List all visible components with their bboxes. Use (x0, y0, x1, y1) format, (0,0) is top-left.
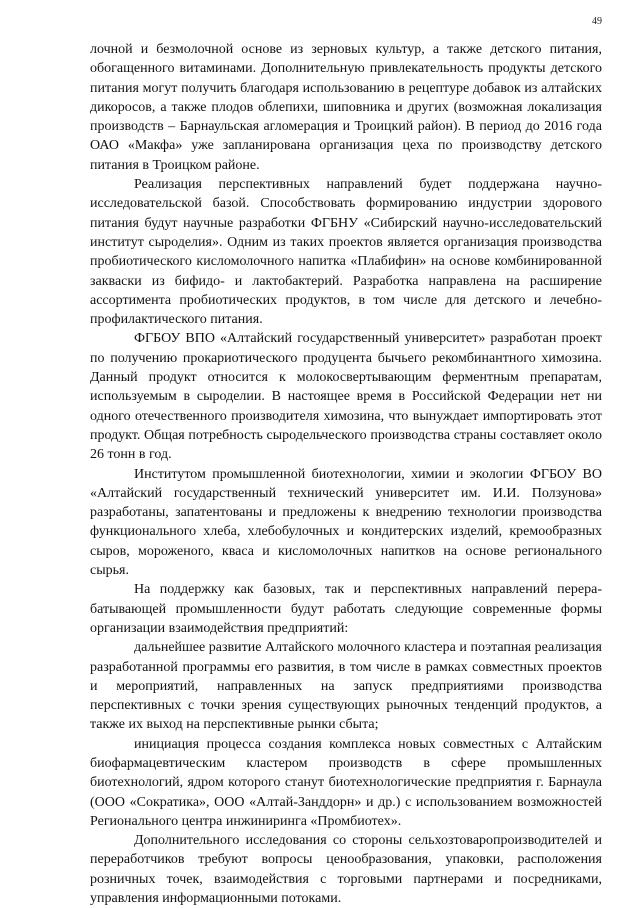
paragraph-agtu-institute: Институтом промышленной биотехнологии, химии и экологии ФГБОУ ВО «Алтайский государственный технический университет им. И.И. Ползунова» разработаны, запатентованы и предложены к внедрению технологии производства функционального хлеба, хлебобулочных и кондитерских изделий, кремообразных сыров, мороженого, кваса и кисломолочных напитков на основе регионального сырья. (90, 466, 602, 579)
paragraph-dairy-cluster: дальнейшее развитие Алтайского молочного кластера и поэтапная реализация разработанной программы его развития, в том числе в рамках совместных проектов и мероприятий, направленных на запуск предприятиями производства перспективных с точки зрения существующих рыночных тенденций продуктов, а также их выход на перспективные рынки сбыта; (90, 640, 602, 733)
paragraph-support-forms: На поддержку как базовых, так и перспективных направлений перерабатывающей промышленности будут работать следующие современные формы организации взаимодействия предприятий: (90, 582, 602, 636)
page-number: 49 (592, 16, 602, 27)
paragraph-agu-project: ФГБОУ ВПО «Алтайский государственный университет» разработан проект по получению прокариотического продуцента бычьего рекомбинантного химозина. Данный продукт относится к молокосвертывающим ферментным препаратам, используемым в сыроделии. В настоящее время в Российской Федерации нет ни одного отечественного производителя химозина, что вынуждает импортировать этот продукт. Общая потребность сыродельческого производства страны составляет около 26 тонн в год. (90, 331, 602, 463)
paragraph-research-base: Реализация перспективных направлений будет поддержана научно-исследовательской базой. Способствовать формированию индустрии здорового питания будут научные разработки ФГБНУ «Сибирский научно-исследовательский институт сыроделия». Одним из таких проектов является организация производства пробиотического кисломолочного напитка «Плабифин» на основе комбинированной закваски из бифидо- и лактобактерий. Разработка направлена на расширение ассортимента пробиотических продуктов, в том числе для детского и лечебно-профилактического питания. (90, 177, 602, 328)
paragraph-continued: лочной и безмолочной основе из зерновых культур, а также детского питания, обогащенного витаминами. Дополнительную привлекательность продукты детского питания могут получить благодаря использованию в рецептуре добавок из алтайских дикоросов, а также плодов облепихи, шиповника и других (возможная локализация производств – Барнаульская агломерация и Троицкий район). В период до 2016 года ОАО «Макфа» уже запланирована организация цеха по производству детского питания в Троицком районе. (90, 42, 602, 173)
page-body (90, 40, 602, 908)
paragraph-biopharm-cluster: инициация процесса создания комплекса новых совместных с Алтайским биофармацевтическим кластером производств в сфере промышленных биотехнологий, ядром которого станут биотехнологические предприятия г. Барнаула (ООО «Сократика», ООО «Алтай-Занддорн» и др.) с использованием возможностей Регионального центра инжиниринга «Промбиотех». (90, 736, 602, 829)
paragraph-additional-research: Дополнительного исследования со стороны сельхозтоваропроизводителей и переработчиков требуют вопросы ценообразования, упаковки, расположения розничных точек, взаимодействия с торговыми партнерами и посредниками, управления информационными потоками. (90, 833, 602, 907)
